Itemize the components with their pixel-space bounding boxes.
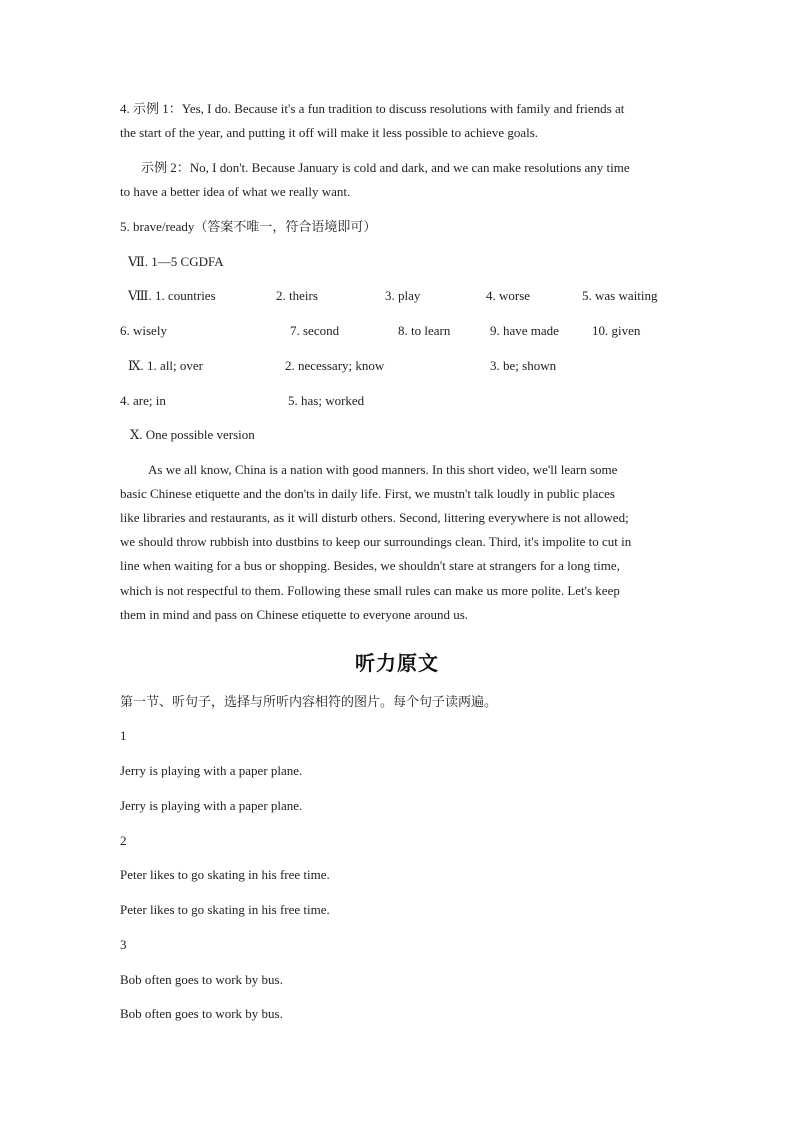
item-sentence: Bob often goes to work by bus. [120, 972, 283, 987]
q5-answer: 5. brave/ready（答案不唯一，符合语境即可） [120, 219, 377, 234]
sec9-item: Ⅸ. 1. all; over [128, 358, 203, 373]
q4-line-3: 示例 2：No, I don't. Because January is cold and dark, and we can make resolutions any time [141, 160, 630, 175]
sec8-item: 9. have made [490, 323, 559, 338]
sec8-item: 3. play [385, 288, 421, 303]
essay-line: As we all know, China is a nation with good manners. In this short video, we'll learn some [148, 462, 618, 477]
sec8-item: 6. wisely [120, 323, 167, 338]
sec8-item: Ⅷ. 1. countries [128, 288, 216, 303]
item-number: 3 [120, 937, 127, 952]
item-sentence: Peter likes to go skating in his free time. [120, 902, 330, 917]
sec8-item: 2. theirs [276, 288, 318, 303]
sec10-heading: Ⅹ. One possible version [130, 427, 255, 442]
listening-title: 听力原文 [355, 651, 439, 675]
essay-line: them in mind and pass on Chinese etiquette to everyone around us. [120, 607, 469, 622]
q4-line-1: 4. 示例 1：Yes, I do. Because it's a fun tradition to discuss resolutions with family and friends at [120, 101, 625, 116]
sec9-item: 5. has; worked [288, 393, 365, 408]
essay-line: like libraries and restaurants, as it will disturb others. Second, littering everywhere is not allowed; [120, 510, 629, 525]
essay-line: basic Chinese etiquette and the don'ts in daily life. First, we mustn't talk loudly in public places [120, 486, 615, 501]
q4-line-4: to have a better idea of what we really want. [120, 184, 351, 199]
listening-instruction: 第一节、听句子，选择与所听内容相符的图片。每个句子读两遍。 [120, 694, 498, 709]
item-number: 1 [120, 728, 127, 743]
sec9-item: 2. necessary; know [285, 358, 385, 373]
item-sentence: Bob often goes to work by bus. [120, 1006, 283, 1021]
sec9-item: 4. are; in [120, 393, 166, 408]
sec8-item: 7. second [290, 323, 340, 338]
sec8-item: 4. worse [486, 288, 531, 303]
sec9-item: 3. be; shown [490, 358, 557, 373]
q4-line-2: the start of the year, and putting it off will make it less possible to achieve goals. [120, 125, 539, 140]
essay-line: we should throw rubbish into dustbins to keep our surroundings clean. Third, it's impolite to cut in [120, 534, 632, 549]
item-sentence: Jerry is playing with a paper plane. [120, 798, 303, 813]
sec8-item: 5. was waiting [582, 288, 658, 303]
essay-line: which is not respectful to them. Following these small rules can make us more polite. Let's keep [120, 583, 620, 598]
essay-line: line when waiting for a bus or shopping. Besides, we shouldn't stare at strangers for a long time, [120, 558, 620, 573]
sec8-item: 8. to learn [398, 323, 451, 338]
item-sentence: Jerry is playing with a paper plane. [120, 763, 303, 778]
sec8-item: 10. given [592, 323, 641, 338]
sec7-answer: Ⅶ. 1—5 CGDFA [128, 254, 224, 269]
item-number: 2 [120, 833, 127, 848]
item-sentence: Peter likes to go skating in his free time. [120, 867, 330, 882]
